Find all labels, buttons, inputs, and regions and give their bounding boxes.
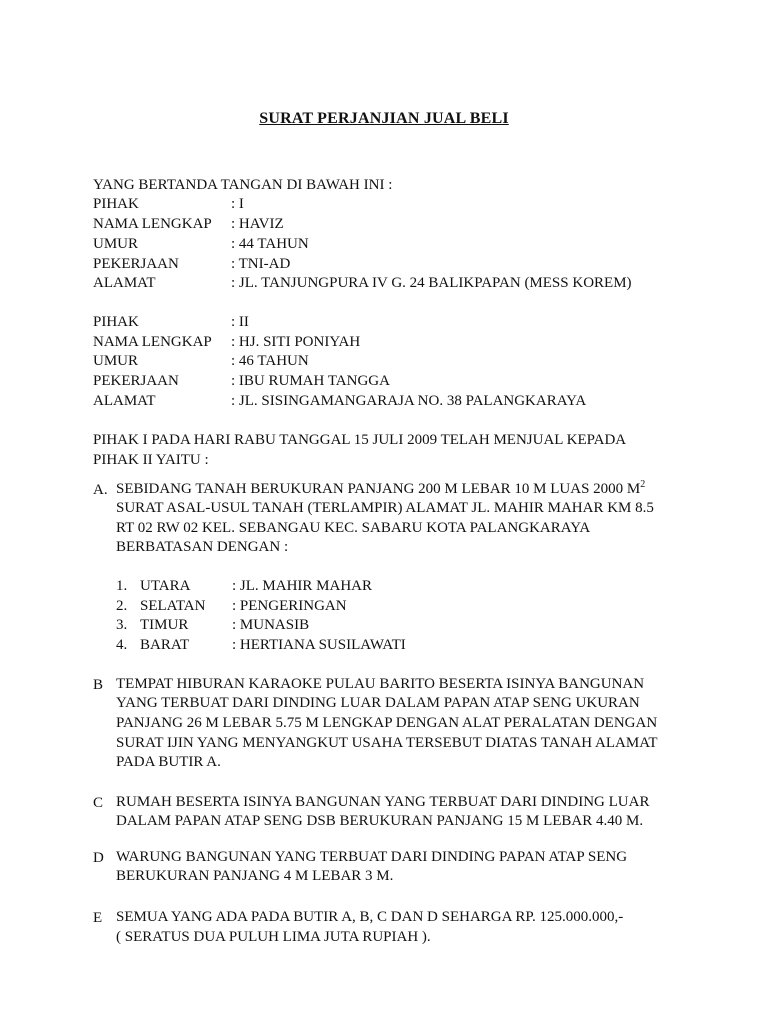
- item-c-line: RUMAH BESERTA ISINYA BANGUNAN YANG TERBUAT DARI DINDING LUAR: [116, 794, 650, 810]
- party1-row: [93, 273, 632, 293]
- party1-row: [93, 234, 309, 254]
- field-label: NAMA LENGKAP: [93, 216, 212, 232]
- border-direction: SELATAN: [140, 598, 206, 614]
- statement-line: PIHAK I PADA HARI RABU TANGGAL 15 JULI 2009 TELAH MENJUAL KEPADA: [93, 432, 627, 448]
- field-label: PIHAK: [93, 314, 139, 330]
- party1-row: [93, 214, 284, 234]
- item-letter: B: [93, 677, 104, 693]
- field-label: ALAMAT: [93, 275, 156, 291]
- border-row: [116, 636, 406, 656]
- statement-line: PIHAK II YAITU :: [93, 452, 209, 468]
- party2-row: [93, 391, 586, 411]
- border-direction: UTARA: [140, 578, 191, 594]
- item-c-line: DALAM PAPAN ATAP SENG DSB BERUKURAN PANJANG 15 M LEBAR 4.40 M.: [116, 813, 644, 829]
- field-value: : JL. TANJUNGPURA IV G. 24 BALIKPAPAN (MESS KOREM): [231, 275, 632, 291]
- field-value: : IBU RUMAH TANGGA: [231, 373, 390, 389]
- superscript: 2: [640, 479, 646, 490]
- item-a-line: BERBATASAN DENGAN :: [116, 539, 289, 555]
- item-b-line: PADA BUTIR A.: [116, 754, 221, 770]
- item-b-line: PANJANG 26 M LEBAR 5.75 M LENGKAP DENGAN ALAT PERALATAN DENGAN: [116, 715, 658, 731]
- party2-row: [93, 312, 249, 332]
- field-label: PEKERJAAN: [93, 373, 179, 389]
- item-e-line: SEMUA YANG ADA PADA BUTIR A, B, C DAN D SEHARGA RP. 125.000.000,-: [116, 909, 624, 925]
- field-label: UMUR: [93, 236, 139, 252]
- border-num: 3.: [116, 617, 128, 633]
- item-letter: A.: [93, 482, 108, 498]
- border-direction: BARAT: [140, 637, 190, 653]
- intro-text: YANG BERTANDA TANGAN DI BAWAH INI :: [93, 177, 393, 193]
- border-value: : JL. MAHIR MAHAR: [232, 578, 373, 594]
- field-label: UMUR: [93, 353, 139, 369]
- item-b-line: YANG TERBUAT DARI DINDING LUAR DALAM PAPAN ATAP SENG UKURAN: [116, 695, 640, 711]
- field-value: : II: [231, 314, 249, 330]
- border-row: [116, 577, 372, 597]
- border-num: 4.: [116, 637, 128, 653]
- item-b-line: TEMPAT HIBURAN KARAOKE PULAU BARITO BESERTA ISINYA BANGUNAN: [116, 676, 645, 692]
- document-title: SURAT PERJANJIAN JUAL BELI: [259, 110, 509, 127]
- field-label: PIHAK: [93, 196, 139, 212]
- border-row: [116, 597, 347, 617]
- party1-row: [93, 254, 290, 274]
- item-a-text: SEBIDANG TANAH BERUKURAN PANJANG 200 M LEBAR 10 M LUAS 2000 M: [116, 481, 641, 497]
- item-d-line: BERUKURAN PANJANG 4 M LEBAR 3 M.: [116, 868, 394, 884]
- field-value: : JL. SISINGAMANGARAJA NO. 38 PALANGKARAYA: [231, 393, 587, 409]
- item-a-line: SURAT ASAL-USUL TANAH (TERLAMPIR) ALAMAT JL. MAHIR MAHAR KM 8.5: [116, 500, 654, 516]
- field-value: : HAVIZ: [231, 216, 284, 232]
- field-label: PEKERJAAN: [93, 256, 179, 272]
- field-label: ALAMAT: [93, 393, 156, 409]
- party2-row: [93, 332, 360, 352]
- field-value: : 44 TAHUN: [231, 236, 309, 252]
- border-num: 2.: [116, 598, 128, 614]
- item-a-line: [116, 480, 645, 500]
- border-value: : HERTIANA SUSILAWATI: [232, 637, 406, 653]
- border-direction: TIMUR: [140, 617, 189, 633]
- border-row: [116, 616, 309, 636]
- party1-row: [93, 194, 244, 214]
- field-value: : I: [231, 196, 244, 212]
- item-letter: D: [93, 850, 104, 866]
- field-value: : 46 TAHUN: [231, 353, 309, 369]
- item-a-line: RT 02 RW 02 KEL. SEBANGAU KEC. SABARU KOTA PALANGKARAYA: [116, 520, 591, 536]
- party2-row: [93, 371, 390, 391]
- item-letter: C: [93, 795, 104, 811]
- item-d-line: WARUNG BANGUNAN YANG TERBUAT DARI DINDING PAPAN ATAP SENG: [116, 849, 628, 865]
- item-b-line: SURAT IJIN YANG MENYANGKUT USAHA TERSEBUT DIATAS TANAH ALAMAT: [116, 735, 658, 751]
- item-e-line: ( SERATUS DUA PULUH LIMA JUTA RUPIAH ).: [116, 929, 431, 945]
- border-num: 1.: [116, 578, 128, 594]
- field-value: : TNI-AD: [231, 256, 291, 272]
- field-label: NAMA LENGKAP: [93, 334, 212, 350]
- border-value: : MUNASIB: [232, 617, 310, 633]
- border-value: : PENGERINGAN: [232, 598, 347, 614]
- item-letter: E: [93, 910, 103, 926]
- party2-row: [93, 351, 309, 371]
- field-value: : HJ. SITI PONIYAH: [231, 334, 361, 350]
